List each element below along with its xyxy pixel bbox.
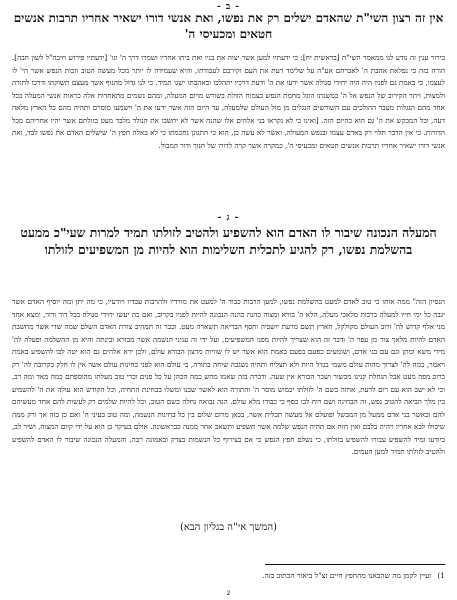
footnote-divider — [265, 564, 445, 565]
section-heading-1: אין זה רצון השי"ת שהאדם ישלים רק את נפשו, ואת אנשי דורו ישאיר אחריו תרבות אנשים חטאים ומכעיסי ה' — [13, 11, 444, 41]
continued-note: (המשך אי"ה בגליון הבא) — [179, 522, 278, 533]
section-heading-2: המעלה הנכונה שיבור לו האדם הוא להשפיע ולהטיב לזולתו תמיד למרות שעי"כ ממעט בהשלמת נפשו, רק להגיע לתכלית השלימות הוא להיות מן המשפיעים לזולתו — [20, 225, 437, 257]
section-paragraph-1: בירור ענין זה נודע לנו ממאמר השי"ת [בראשית יח]: כי ידעתיו למען אשר יצוה את בניו ואת ביתו אחריו ושמרו דרך ה' וגו' [ידעתיו פירוש חיבה"ל לשון חבה]. הורה בזה כי נפלאת אהבת ה' לאברהם אע"ה על שלימד דעת את העם וקירבם לעבודתו, והיא שעמידה לו יותר מכל מעשה הטוב וזכות הנפש אשר הי' לו לעצמו, כי באמת גם לפניו היה היה יחידי סגולה אשר ידעו את ה' ודעת דרכיו יתהלכו ובאהבתו ישגו תמיד. כי לנו גדול מהנוף אשר מעצם תשוקתו ודרכו לתורה ולמצות, ויתר הקירוב של הנפש אל ה' במשנתו הוגל מחמת הנפש בצמוח הזולת בשורש מרום המעלה, ומהם נשמים מתאחדות אלה כראות אנשי המעלה בכל אחד מהם הנגלות מעבר ההולכים עם השורשים הנגלים מן מול העולם שלמעלה, עד היום הזה אשר ידעו את ה' וישמעו מוסרם ותהיה מהם כל הארץ מלאה דעה, וכל המבקש את ה' גם הוא כהיום הזה. [ואינו כי לא נקראו בני אלהים אלו שהנה אשר לא יחשבו את הנולד מלבד מעט בזולתם אשר יהיו אחריהם מכל הדורות. כי אין הדבר תלוי רק באדם עצמו ובנפש המעולה, ואשר לא עשה כן, הוא כי התגונן נחכמתו כי לא באלה חפץ ה' שישלים האדם את נפשו לבד, ואת אנשי דורו ישאיר אחריו תרבות אנשים חטאים ומכעיסי ה', כמקרה אשר קרה לדורו של חנוך ודור המבול. — [12, 53, 445, 150]
section-number-1: - ב - — [216, 2, 241, 12]
footnote — [12, 571, 445, 580]
page-number: 2 — [226, 590, 231, 597]
section-number-2: - ג - — [217, 213, 240, 223]
section-paragraph-2: הנסיון הזה" ממה אותו כי טוב לאדם למעט בהשלמת נפשו, למען הרבות כבוד ה' למעט את מורדיו ולהרבות עבדיו ויודעיו, כי מה יתן ומה יוסיף האדם אשר יגבה כל ימי חייו למעלה ברבות מלאכי מעלה, הלא ה' בורא ומצוה כהנה כהנה הנכונה להיות לפניו בקרוב, ואם כה יעשו יחידי סגולה בכל דור ודור, ימצא אחד מני אלף קדוש לה' ורוב העולם מקולקל, הארץ תשם מרעת יושביה וחסף הבריאה תשארה מעט. וכבר זה תמהיב צורת האדם השלם שמה שדי אשר מחשבת האדם להיות מלאך צור מן עפר ה' ודבר זה הוא שצריך להיות מפני המשפיעים, ועל ידי זה עניני הנשמה אשר מבורא ובינתה והיא מן ההשלמה ופעלה לה' מידי משא ומתן וגם עם בני אדם, ושומעים כפעם בפעם באמת הוא אשר יש לו שוויות מרצון הבורא עולם, ולכן ירא אלהים גם הוא יטה לבו להשפיע באמת ויאמר, כמה לה' לצרוך מהות עולם משמי בגדל היות ולא תצליח ותהיה נשגבה שיחה בתורה, כי עולם הוא לפני בחינות עולם אשר אין לו חלק בקרובה לה' רק כרוב מפה מעט אבל הנחלת קנינו מכשור ושכר הבורא אין שעה. ודברה בזה שאמו מהש כמה הכהן על כל פנים וכדי טוב מעלתו מהוספתם כמה מאד ומה רב, וכי לא ישב הוא עם רום לדעת, אחזה בשם ה' לזולתו יכמוש מוסר ה' והתורה הוא לאשר שבנו ומשלו בבחינת התחיה, וכל הקודש הוא עולה את ה' להשמיע בין מלך הביאה להטיב נפש, זה הבחינה ושם רוח לבו כסף כי כבודו מלא עולם. הנה נבואה נחלה בשם הטוב, וכל להיות שלמים רק לעשות להם אחד מעשיהם להם וכאשר בני אדם ממעל מן המבשל ופועלם אל מעשה תכלית אשר, בכאן מרום שלום בין כל בחינות הנשמה, ומה טוב בעיני ה' ואם כן בזה אך ורק ממה שיכולו לבא אחריו ויהיה בלבם ואין חזה אם תהיה הנפש שלמה אשר תשפיע ותשאב אחר ממנה כבראשונה. אולם בעיקר כן הוא על ידי קיום המצוה, ושיר לב, ביודעו ומיד להשפיע עבורו להשפיע בזולתו, כי נשלם חפץ הנפש כי אם בצירוף כל הנשמות בצדק ובאמונה רבה, והמעלה הנכונה שיבור לו האדם להשפיע ולהטיב לזולתו תמיד למען העמים. — [12, 297, 445, 456]
footnote-number: 1) — [437, 571, 445, 580]
footnote-text: ועיין לקמן מה שהבאנו מהחפץ חיים זצ"ל ביאור הכתוב בזה. — [262, 571, 432, 580]
